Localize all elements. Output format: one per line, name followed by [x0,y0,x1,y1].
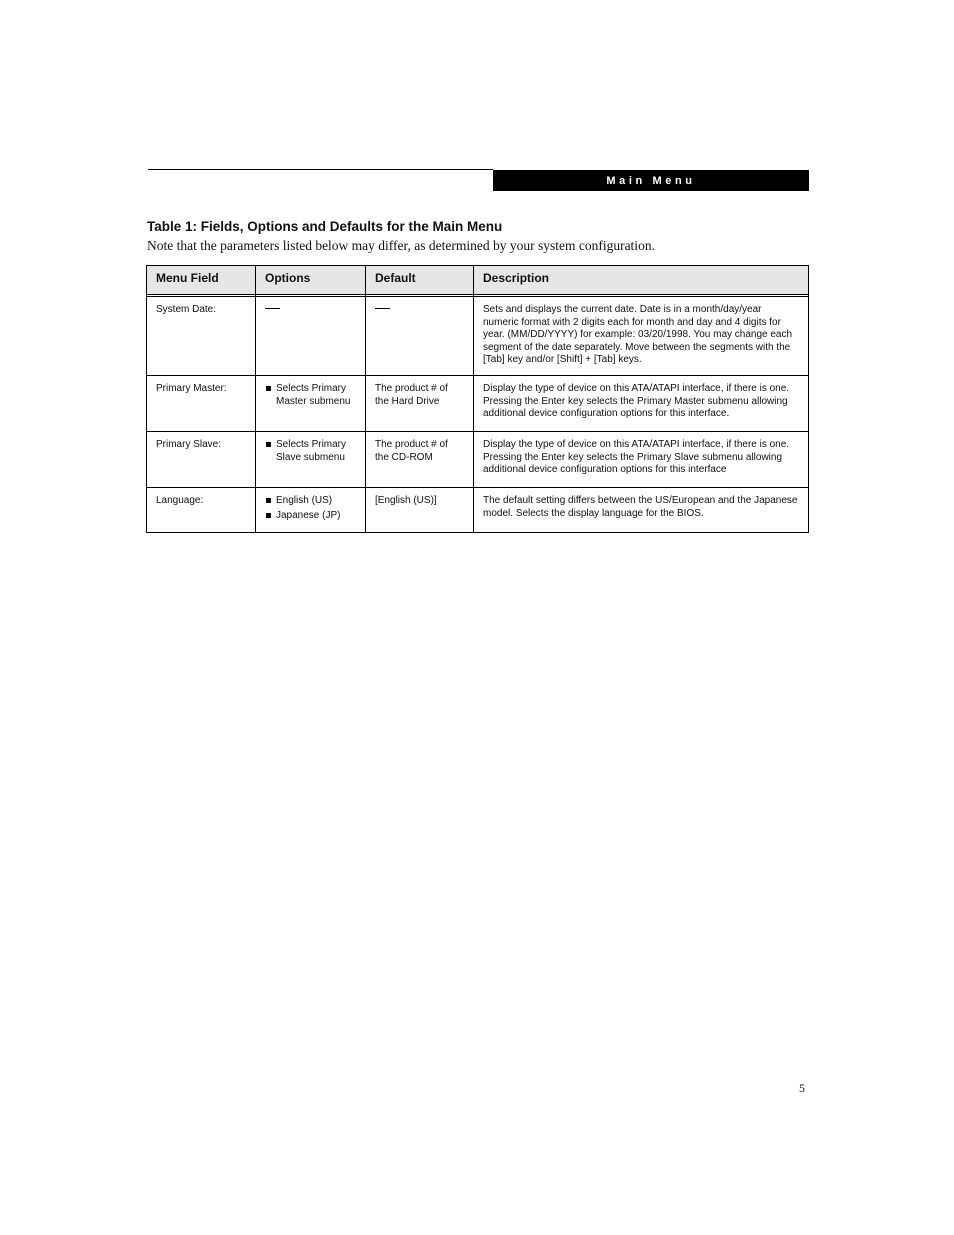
table-note: Note that the parameters listed below may differ, as determined by your system configuration. [147,238,655,253]
description-cell: Display the type of device on this ATA/ATAPI interface, if there is one. Pressing the Enter key selects the Primary Slave submenu allowing additional device configuration options for this interface [474,432,809,488]
options-cell [256,432,366,488]
description-cell: Display the type of device on this ATA/ATAPI interface, if there is one. Pressing the Enter key selects the Primary Master submenu allowing additional device configuration options for this interface. [474,376,809,432]
table-row [147,376,809,432]
options-cell [256,376,366,432]
default-cell: The product # of the CD-ROM [366,432,474,488]
bullet-icon [266,513,271,518]
bullet-icon [266,442,271,447]
page-number: 5 [799,1081,805,1095]
table-header-row [147,266,809,295]
column-header-default: Default [366,266,474,295]
table-row [147,488,809,533]
bullet-icon [266,498,271,503]
header-rule [148,169,493,170]
menu-field-cell: Primary Slave: [147,432,256,488]
table-row [147,432,809,488]
table-row [147,297,809,376]
option-item: English (US) [265,495,356,508]
options-cell [256,297,366,376]
option-item: Selects Primary Slave submenu [265,439,356,464]
table-caption: Table 1: Fields, Options and Defaults for the Main Menu [147,219,503,234]
column-header-description: Description [474,266,809,295]
description-cell: The default setting differs between the US/European and the Japanese model. Selects the display language for the BIOS. [474,488,809,533]
default-cell: [English (US)] [366,488,474,533]
menu-field-cell: System Date: [147,297,256,376]
options-cell [256,488,366,533]
column-header-options: Options [256,266,366,295]
menu-field-cell: Primary Master: [147,376,256,432]
bullet-icon [266,386,271,391]
section-tab: Main Menu [493,170,809,191]
column-header-menu-field: Menu Field [147,266,256,295]
main-menu-table [146,265,809,533]
em-dash [265,308,280,309]
menu-field-cell: Language: [147,488,256,533]
default-cell: The product # of the Hard Drive [366,376,474,432]
option-item: Selects Primary Master submenu [265,383,356,408]
default-cell [366,297,474,376]
description-cell: Sets and displays the current date. Date is in a month/day/year numeric format with 2 digits each for month and day and 4 digits for year. (MM/DD/YYYY) for example: 03/20/1998. You may change each segment of the date separately. Move between the segments with the [Tab] key and/or [Shift] + [Tab] keys. [474,297,809,376]
em-dash [375,308,390,309]
option-item: Japanese (JP) [265,510,356,523]
